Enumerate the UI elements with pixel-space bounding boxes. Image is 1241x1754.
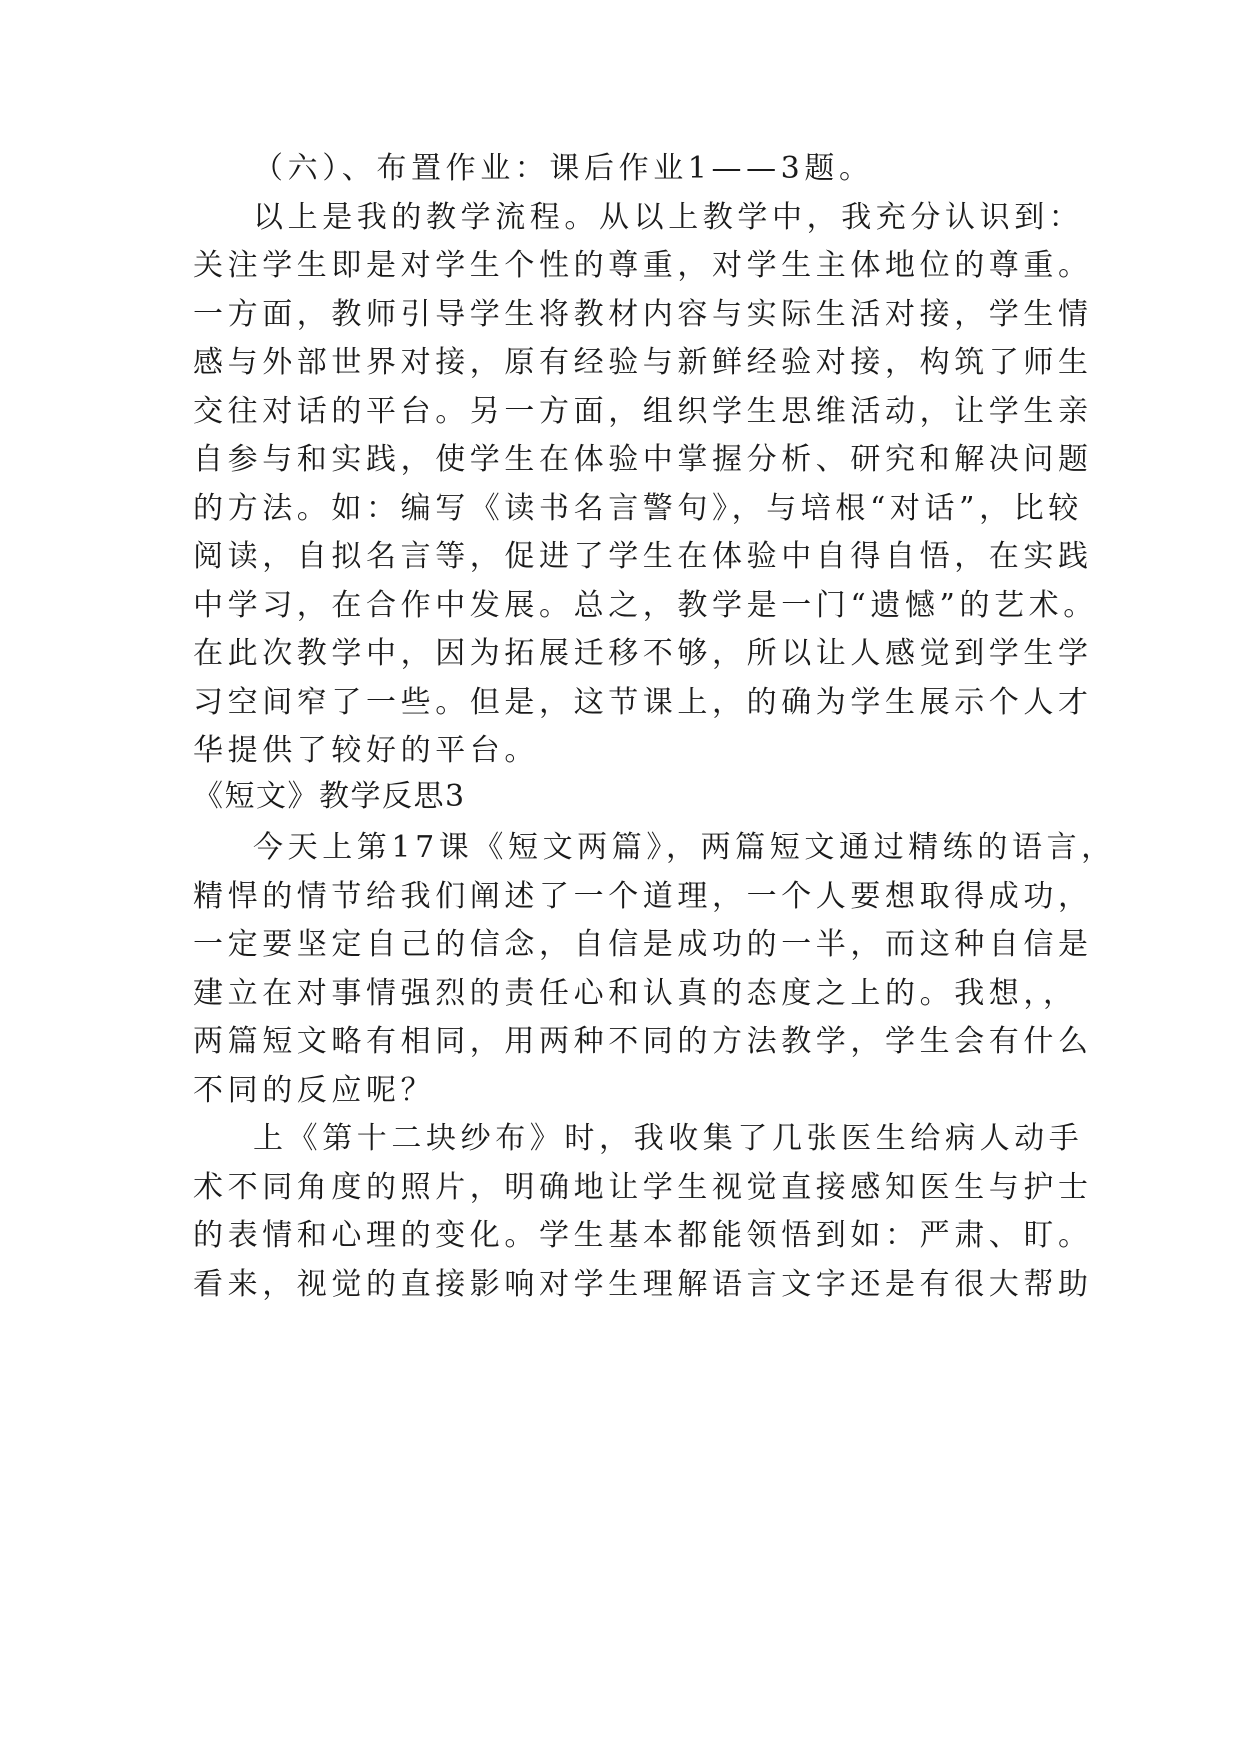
paragraph-line: 关注学生即是对学生个性的尊重，对学生主体地位的尊重。 xyxy=(193,248,1093,283)
homework-line: （六）、布置作业：课后作业1——3题。 xyxy=(253,151,874,186)
paragraph-line: 两篇短文略有相同，用两种不同的方法教学，学生会有什么 xyxy=(193,1024,1093,1059)
paragraph-line: 看来，视觉的直接影响对学生理解语言文字还是有很大帮助 xyxy=(193,1267,1093,1302)
paragraph-line: 华提供了较好的平台。 xyxy=(193,733,539,768)
paragraph-line: 以上是我的教学流程。从以上教学中，我充分认识到： xyxy=(253,200,1084,235)
paragraph-line: 的表情和心理的变化。学生基本都能领悟到如：严肃、盯。 xyxy=(193,1218,1093,1253)
paragraph-line: 一定要坚定自己的信念，自信是成功的一半，而这种自信是 xyxy=(193,927,1093,962)
section-title: 《短文》教学反思3 xyxy=(193,779,466,814)
paragraph-line: 中学习，在合作中发展。总之，教学是一门“遗憾”的艺术。 xyxy=(193,588,1098,623)
paragraph-line: 习空间窄了一些。但是，这节课上，的确为学生展示个人才 xyxy=(193,685,1093,720)
paragraph-line: 不同的反应呢？ xyxy=(193,1073,436,1108)
paragraph-line: 上《第十二块纱布》时，我收集了几张医生给病人动手 xyxy=(253,1121,1084,1156)
paragraph-line: 自参与和实践，使学生在体验中掌握分析、研究和解决问题 xyxy=(193,442,1093,477)
paragraph-line: 在此次教学中，因为拓展迁移不够，所以让人感觉到学生学 xyxy=(193,636,1093,671)
paragraph-line: 今天上第17课《短文两篇》，两篇短文通过精练的语言， xyxy=(253,830,1116,865)
paragraph-line: 交往对话的平台。另一方面，组织学生思维活动，让学生亲 xyxy=(193,394,1093,429)
paragraph-line: 一方面，教师引导学生将教材内容与实际生活对接，学生情 xyxy=(193,297,1093,332)
paragraph-line: 术不同角度的照片，明确地让学生视觉直接感知医生与护士 xyxy=(193,1170,1093,1205)
paragraph-line: 的方法。如：编写《读书名言警句》，与培根“对话”，比较 xyxy=(193,491,1083,526)
paragraph-line: 精悍的情节给我们阐述了一个道理，一个人要想取得成功， xyxy=(193,879,1093,914)
paragraph-line: 建立在对事情强烈的责任心和认真的态度之上的。我想，， xyxy=(193,976,1078,1011)
paragraph-line: 阅读，自拟名言等，促进了学生在体验中自得自悟，在实践 xyxy=(193,539,1093,574)
paragraph-line: 感与外部世界对接，原有经验与新鲜经验对接，构筑了师生 xyxy=(193,345,1093,380)
